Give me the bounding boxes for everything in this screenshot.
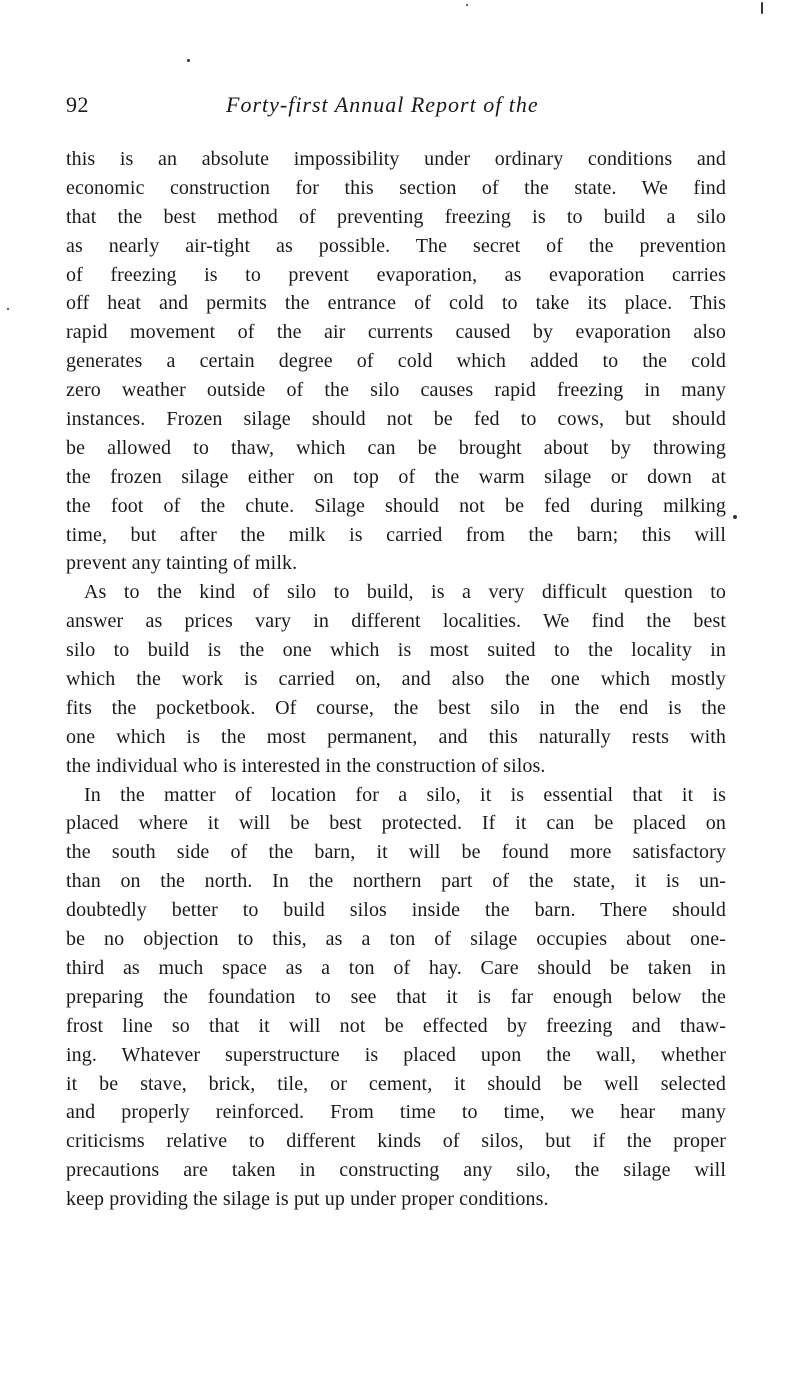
text-line: the south side of the barn, it will be found more satisfactory (66, 841, 726, 864)
text-line: rapid movement of the air currents caused by evaporation also (66, 321, 726, 344)
text-line: In the matter of location for a silo, it is essential that it is (84, 783, 726, 806)
text-line: placed where it will be best protected. If it can be placed on (66, 812, 726, 835)
text-line: as nearly air-tight as possible. The secret of the prevention (66, 234, 726, 257)
text-line: frost line so that it will not be effected by freezing and thaw- (66, 1014, 726, 1037)
scan-speck (761, 2, 763, 14)
text-line: it be stave, brick, tile, or cement, it should be well selected (66, 1072, 726, 1095)
text-line: one which is the most permanent, and this naturally rests with (66, 725, 726, 748)
text-line: answer as prices vary in different localities. We find the best (66, 610, 726, 633)
paragraph (66, 145, 726, 578)
body-text (66, 145, 726, 1214)
page-number: 92 (66, 92, 89, 117)
text-line: economic construction for this section of the state. We find (66, 176, 726, 199)
text-line: the foot of the chute. Silage should not be fed during milking (66, 494, 726, 517)
running-head (66, 92, 726, 122)
scan-speck (733, 515, 737, 519)
text-line: precautions are taken in constructing any silo, the silage will (66, 1159, 726, 1182)
text-line: the frozen silage either on top of the warm silage or down at (66, 465, 726, 488)
scan-speck (7, 308, 9, 310)
text-line: As to the kind of silo to build, is a very difficult question to (84, 581, 726, 604)
text-line: third as much space as a ton of hay. Care should be taken in (66, 956, 726, 979)
text-line: of freezing is to prevent evaporation, as evaporation carries (66, 263, 726, 286)
text-line: and properly reinforced. From time to time, we hear many (66, 1101, 726, 1124)
text-line: time, but after the milk is carried from the barn; this will (66, 523, 726, 546)
text-line: the individual who is interested in the construction of silos. (66, 754, 546, 777)
paragraph (66, 578, 726, 780)
text-line: silo to build is the one which is most suited to the locality in (66, 639, 726, 662)
text-line: generates a certain degree of cold which added to the cold (66, 350, 726, 373)
text-line: which the work is carried on, and also the one which mostly (66, 668, 726, 691)
text-line: ing. Whatever superstructure is placed upon the wall, whether (66, 1043, 726, 1066)
text-line: that the best method of preventing freezing is to build a silo (66, 205, 726, 228)
text-line: fits the pocketbook. Of course, the best silo in the end is the (66, 696, 726, 719)
paragraph (66, 781, 726, 1214)
text-line: be no objection to this, as a ton of silage occupies about one- (66, 928, 726, 951)
running-title: Forty-first Annual Report of the (226, 92, 539, 117)
text-line: this is an absolute impossibility under ordinary conditions and (66, 148, 726, 170)
text-line: doubtedly better to build silos inside the barn. There should (66, 899, 726, 922)
text-line: zero weather outside of the silo causes rapid freezing in many (66, 379, 726, 402)
text-line: be allowed to thaw, which can be brought about by throwing (66, 436, 726, 459)
text-line: preparing the foundation to see that it is far enough below the (66, 985, 726, 1008)
scan-speck (187, 59, 190, 62)
text-line: instances. Frozen silage should not be fed to cows, but should (66, 408, 726, 431)
text-line: than on the north. In the northern part of the state, it is un- (66, 870, 726, 893)
scan-speck (466, 4, 468, 6)
text-line: criticisms relative to different kinds of silos, but if the proper (66, 1130, 726, 1153)
text-line: keep providing the silage is put up under proper conditions. (66, 1188, 549, 1211)
text-line: prevent any tainting of milk. (66, 552, 298, 575)
text-line: off heat and permits the entrance of cold to take its place. This (66, 292, 726, 315)
